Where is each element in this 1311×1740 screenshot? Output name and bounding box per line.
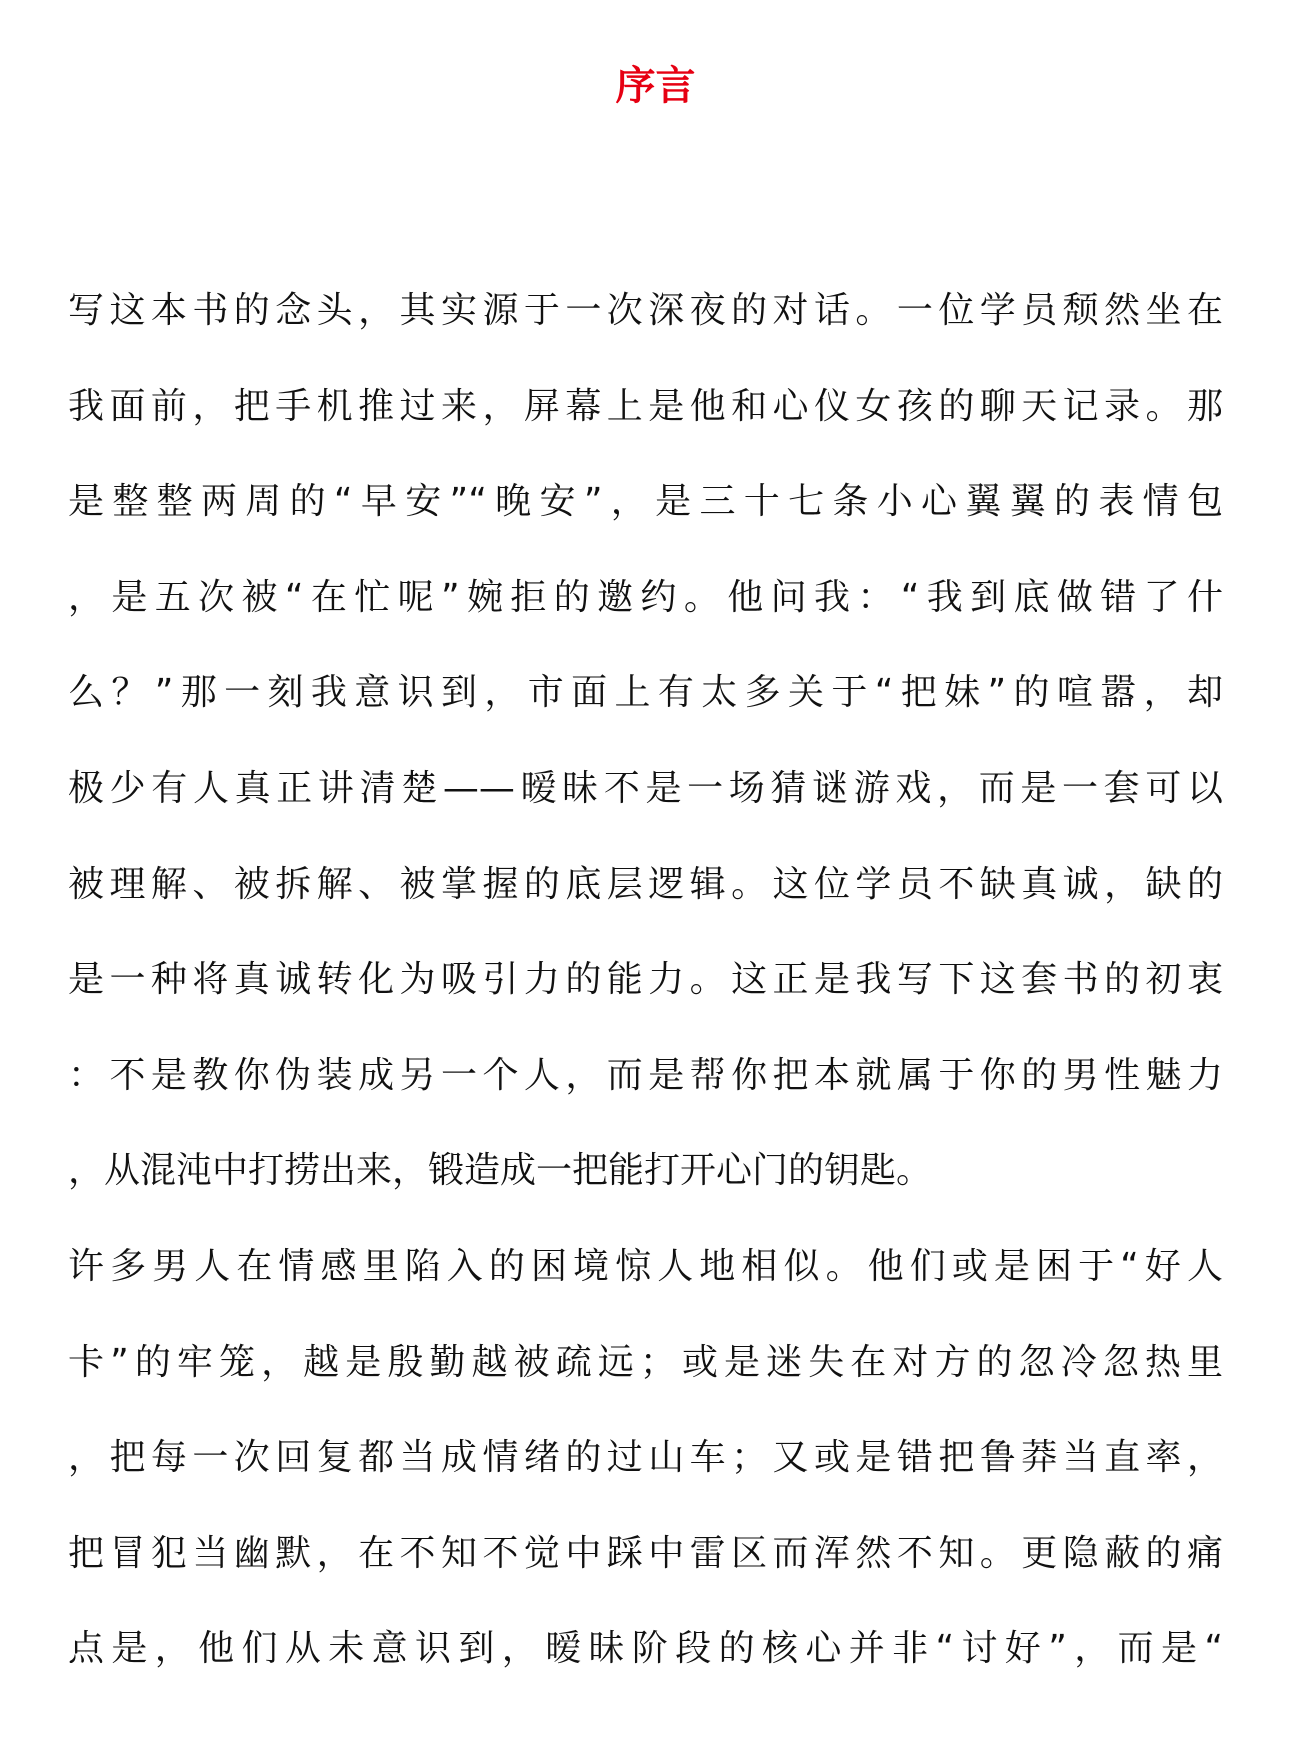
text-line: ，从混沌中打捞出来，锻造成一把能打开心门的钥匙。 <box>68 1150 933 1192</box>
document-body <box>68 284 1223 1718</box>
text-line: 极少有人真正讲清楚——暧昧不是一场猜谜游戏，而是一套可以 <box>68 767 1223 809</box>
text-line: 许多男人在情感里陷入的困境惊人地相似。他们或是困于“好人 <box>68 1245 1223 1287</box>
text-line: 我面前，把手机推过来，屏幕上是他和心仪女孩的聊天记录。那 <box>68 385 1223 427</box>
paragraph-2 <box>68 1240 1223 1718</box>
text-line: ，是五次被“在忙呢”婉拒的邀约。他问我：“我到底做错了什 <box>68 576 1223 618</box>
text-line: 么？”那一刻我意识到，市面上有太多关于“把妹”的喧嚣，却 <box>68 672 1223 714</box>
text-line: 被理解、被拆解、被掌握的底层逻辑。这位学员不缺真诚，缺的 <box>68 863 1223 905</box>
page-title: 序言 <box>615 63 696 109</box>
text-line: 卡”的牢笼，越是殷勤越被疏远；或是迷失在对方的忽冷忽热里 <box>68 1341 1223 1383</box>
text-line: ：不是教你伪装成另一个人，而是帮你把本就属于你的男性魅力 <box>68 1054 1223 1096</box>
paragraph-1 <box>68 284 1223 1240</box>
text-line: 把冒犯当幽默，在不知不觉中踩中雷区而浑然不知。更隐蔽的痛 <box>68 1532 1223 1574</box>
text-line: ，把每一次回复都当成情绪的过山车；又或是错把鲁莽当直率， <box>68 1437 1223 1479</box>
text-line: 是一种将真诚转化为吸引力的能力。这正是我写下这套书的初衷 <box>68 959 1223 1001</box>
text-line: 点是，他们从未意识到，暧昧阶段的核心并非“讨好”，而是“ <box>68 1628 1223 1670</box>
text-line: 是整整两周的“早安”“晚安”，是三十七条小心翼翼的表情包 <box>68 481 1223 523</box>
text-line: 写这本书的念头，其实源于一次深夜的对话。一位学员颓然坐在 <box>68 290 1223 331</box>
